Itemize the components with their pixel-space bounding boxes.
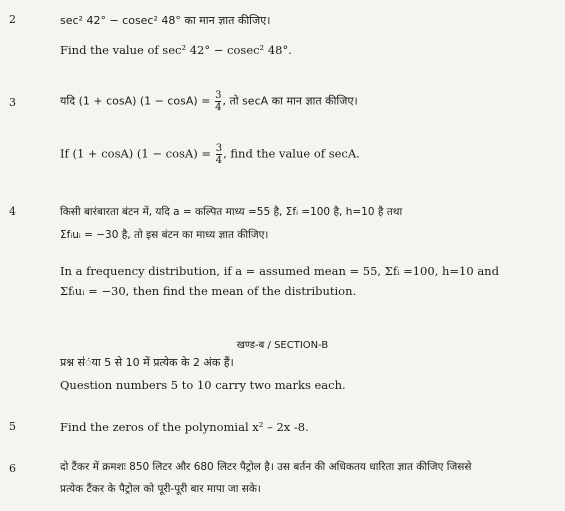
question-4-english-line-2: Σfᵢuᵢ = −30, then find the mean of the distribution.	[60, 284, 357, 298]
question-6-hindi-line-1: दो टैंकर में क्रमशः 850 लिटर और 680 लिटर पैट्रोल है। उस बर्तन की अधिकतय धारिता ज्ञात कीजिए जिससे	[60, 461, 472, 473]
fraction-numerator: 3	[215, 143, 223, 154]
question-number: 5	[9, 420, 16, 433]
question-number: 6	[9, 462, 16, 475]
fraction-denominator: 4	[215, 155, 223, 166]
question-5-text: Find the zeros of the polynomial x² – 2x -8.	[60, 420, 309, 434]
fraction	[215, 90, 221, 113]
question-3-hindi	[60, 90, 358, 113]
question-2-english: Find the value of sec² 42° − cosec² 48°.	[60, 43, 292, 57]
question-6-hindi-line-2: प्रत्येक टैंकर के पैट्रोल को पूरी-पूरी बार मापा जा सके।	[60, 483, 261, 495]
question-number: 3	[9, 96, 16, 109]
section-instruction-hindi: प्रश्न स॑ंया 5 से 10 में प्रत्येक के 2 अंक हैं।	[60, 356, 234, 369]
question-3-english-rhs: , find the value of secA.	[223, 146, 360, 161]
question-4-english-line-1: In a frequency distribution, if a = assumed mean = 55, Σfᵢ =100, h=10 and	[60, 264, 499, 278]
question-4-hindi-line-1: किसी बारंबारता बंटन में, यदि a = कल्पित माध्य =55 है, Σfᵢ =100 है, h=10 है तथा	[60, 206, 403, 218]
question-4-hindi-line-2: Σfᵢuᵢ = −30 है, तो इस बंटन का माध्य ज्ञात कीजिए।	[60, 229, 269, 241]
question-3-hindi-lhs: यदि (1 + cosA) (1 − cosA) =	[60, 94, 211, 108]
section-title-text: खण्ड-ब / SECTION-B	[236, 340, 329, 351]
fraction-numerator: 3	[215, 90, 222, 101]
question-3-english	[60, 143, 360, 166]
question-number: 2	[9, 13, 16, 26]
question-number: 4	[9, 205, 16, 218]
fraction-denominator: 4	[215, 102, 222, 113]
fraction	[216, 143, 222, 166]
question-3-hindi-rhs: , तो secA का मान ज्ञात कीजिए।	[222, 94, 358, 108]
section-title	[0, 337, 565, 351]
question-2-hindi: sec² 42° − cosec² 48° का मान ज्ञात कीजिए।	[60, 14, 271, 27]
section-instruction-english: Question numbers 5 to 10 carry two marks each.	[60, 378, 346, 392]
question-3-english-lhs: If (1 + cosA) (1 − cosA) =	[60, 146, 212, 161]
